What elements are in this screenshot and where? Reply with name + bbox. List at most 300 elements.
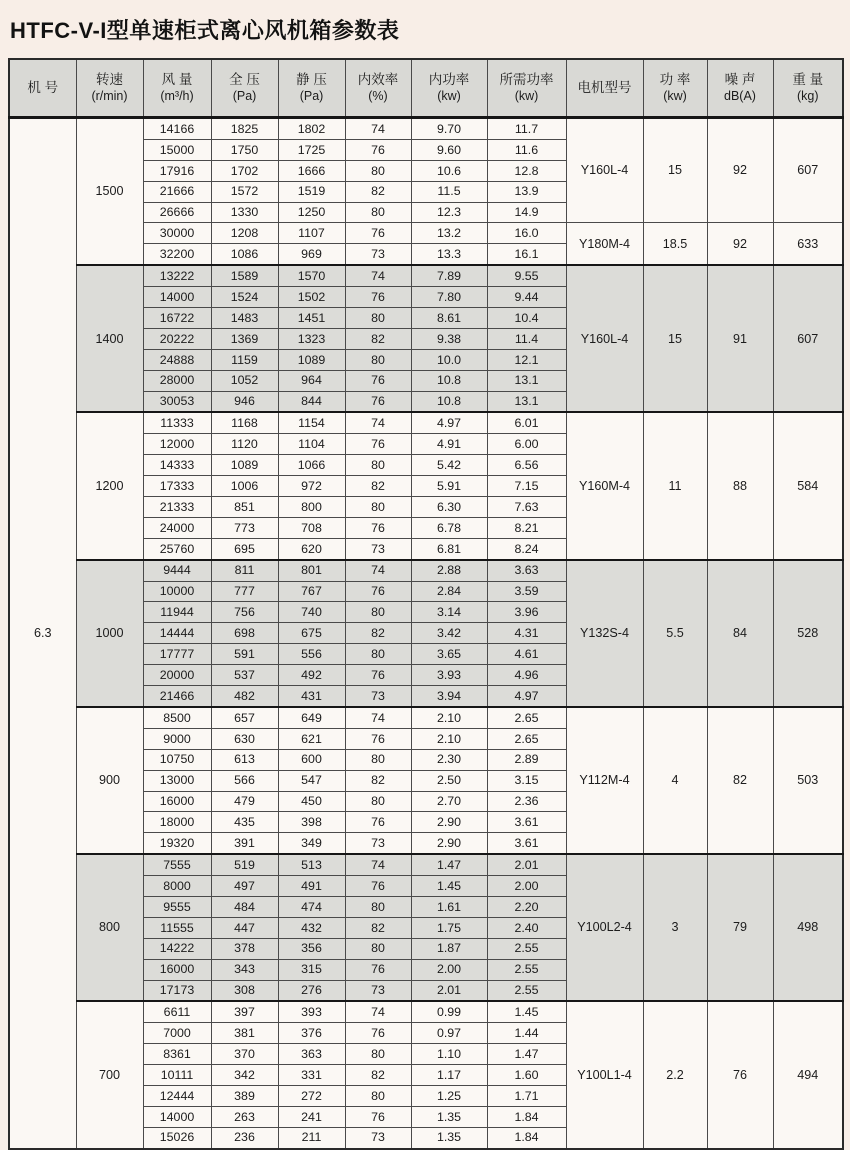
total-pressure-cell: 479	[211, 791, 278, 812]
column-header-unit: (m³/h)	[160, 88, 194, 103]
static-pressure-cell: 801	[278, 560, 345, 581]
column-header-weight	[773, 59, 843, 118]
total-pressure-cell: 1825	[211, 118, 278, 140]
static-pressure-cell: 1066	[278, 455, 345, 476]
internal-efficiency-cell: 82	[345, 623, 411, 644]
air-volume-cell: 28000	[143, 370, 211, 391]
internal-power-cell: 3.93	[411, 665, 487, 686]
internal-efficiency-cell: 82	[345, 181, 411, 202]
total-pressure-cell: 484	[211, 896, 278, 917]
required-power-cell: 11.6	[487, 139, 566, 160]
static-pressure-cell: 1154	[278, 412, 345, 433]
table-row	[9, 265, 843, 286]
column-header-noise	[707, 59, 773, 118]
required-power-cell: 3.96	[487, 602, 566, 623]
air-volume-cell: 12000	[143, 434, 211, 455]
required-power-cell: 12.8	[487, 160, 566, 181]
internal-power-cell: 10.8	[411, 391, 487, 412]
required-power-cell: 1.45	[487, 1001, 566, 1022]
required-power-cell: 3.15	[487, 770, 566, 791]
internal-efficiency-cell: 76	[345, 665, 411, 686]
static-pressure-cell: 675	[278, 623, 345, 644]
required-power-cell: 14.9	[487, 202, 566, 223]
internal-efficiency-cell: 76	[345, 370, 411, 391]
required-power-cell: 1.71	[487, 1085, 566, 1106]
air-volume-cell: 15000	[143, 139, 211, 160]
total-pressure-cell: 343	[211, 959, 278, 980]
motor-weight-cell: 607	[773, 118, 843, 223]
required-power-cell: 16.0	[487, 223, 566, 244]
internal-efficiency-cell: 76	[345, 223, 411, 244]
static-pressure-cell: 649	[278, 707, 345, 728]
internal-efficiency-cell: 76	[345, 1106, 411, 1127]
motor-model-cell: Y100L1-4	[566, 1001, 643, 1148]
table-row	[9, 854, 843, 875]
total-pressure-cell: 537	[211, 665, 278, 686]
required-power-cell: 11.4	[487, 328, 566, 349]
motor-noise-cell: 88	[707, 412, 773, 559]
internal-efficiency-cell: 80	[345, 602, 411, 623]
total-pressure-cell: 447	[211, 917, 278, 938]
static-pressure-cell: 474	[278, 896, 345, 917]
internal-power-cell: 1.17	[411, 1065, 487, 1086]
motor-weight-cell: 498	[773, 854, 843, 1001]
table-row	[9, 560, 843, 581]
static-pressure-cell: 1502	[278, 287, 345, 308]
air-volume-cell: 14000	[143, 287, 211, 308]
total-pressure-cell: 482	[211, 686, 278, 707]
total-pressure-cell: 381	[211, 1023, 278, 1044]
static-pressure-cell: 547	[278, 770, 345, 791]
air-volume-cell: 25760	[143, 538, 211, 559]
column-header-unit: dB(A)	[724, 88, 756, 103]
required-power-cell: 3.61	[487, 833, 566, 854]
table-row	[9, 412, 843, 433]
internal-power-cell: 3.94	[411, 686, 487, 707]
total-pressure-cell: 1524	[211, 287, 278, 308]
internal-power-cell: 2.30	[411, 749, 487, 770]
air-volume-cell: 17333	[143, 476, 211, 497]
column-header-label: 所需功率	[499, 71, 554, 87]
required-power-cell: 2.55	[487, 980, 566, 1001]
required-power-cell: 2.55	[487, 938, 566, 959]
total-pressure-cell: 435	[211, 812, 278, 833]
total-pressure-cell: 695	[211, 538, 278, 559]
static-pressure-cell: 431	[278, 686, 345, 707]
internal-efficiency-cell: 80	[345, 202, 411, 223]
static-pressure-cell: 800	[278, 497, 345, 518]
column-header-internal-efficiency	[345, 59, 411, 118]
column-header-unit: (%)	[368, 88, 388, 103]
static-pressure-cell: 376	[278, 1023, 345, 1044]
internal-efficiency-cell: 82	[345, 917, 411, 938]
required-power-cell: 16.1	[487, 244, 566, 265]
air-volume-cell: 24888	[143, 349, 211, 370]
internal-efficiency-cell: 80	[345, 308, 411, 329]
internal-power-cell: 10.0	[411, 349, 487, 370]
static-pressure-cell: 315	[278, 959, 345, 980]
static-pressure-cell: 969	[278, 244, 345, 265]
motor-power-cell: 5.5	[643, 560, 707, 707]
required-power-cell: 4.96	[487, 665, 566, 686]
internal-power-cell: 6.81	[411, 538, 487, 559]
total-pressure-cell: 1120	[211, 434, 278, 455]
column-header-unit: (kw)	[514, 88, 539, 103]
required-power-cell: 1.84	[487, 1127, 566, 1148]
table-row	[9, 1001, 843, 1022]
total-pressure-cell: 370	[211, 1044, 278, 1065]
required-power-cell: 4.61	[487, 644, 566, 665]
internal-efficiency-cell: 80	[345, 1044, 411, 1065]
air-volume-cell: 17916	[143, 160, 211, 181]
required-power-cell: 12.1	[487, 349, 566, 370]
column-header-machine-no	[9, 59, 76, 118]
air-volume-cell: 21466	[143, 686, 211, 707]
total-pressure-cell: 698	[211, 623, 278, 644]
static-pressure-cell: 1451	[278, 308, 345, 329]
static-pressure-cell: 211	[278, 1127, 345, 1148]
static-pressure-cell: 398	[278, 812, 345, 833]
total-pressure-cell: 397	[211, 1001, 278, 1022]
table-header	[9, 59, 843, 118]
internal-power-cell: 2.50	[411, 770, 487, 791]
static-pressure-cell: 432	[278, 917, 345, 938]
motor-model-cell: Y132S-4	[566, 560, 643, 707]
motor-model-cell: Y112M-4	[566, 707, 643, 854]
air-volume-cell: 26666	[143, 202, 211, 223]
motor-noise-cell: 92	[707, 118, 773, 223]
static-pressure-cell: 972	[278, 476, 345, 497]
motor-weight-cell: 584	[773, 412, 843, 559]
page-title: HTFC-V-I型单速柜式离心风机箱参数表	[10, 18, 400, 43]
motor-power-cell: 15	[643, 265, 707, 412]
internal-power-cell: 2.00	[411, 959, 487, 980]
total-pressure-cell: 630	[211, 728, 278, 749]
internal-efficiency-cell: 76	[345, 1023, 411, 1044]
column-header-unit: (r/min)	[91, 88, 128, 103]
required-power-cell: 8.24	[487, 538, 566, 559]
static-pressure-cell: 1323	[278, 328, 345, 349]
internal-power-cell: 11.5	[411, 181, 487, 202]
motor-noise-cell: 76	[707, 1001, 773, 1148]
total-pressure-cell: 946	[211, 391, 278, 412]
internal-efficiency-cell: 76	[345, 391, 411, 412]
total-pressure-cell: 756	[211, 602, 278, 623]
static-pressure-cell: 740	[278, 602, 345, 623]
internal-efficiency-cell: 74	[345, 265, 411, 286]
static-pressure-cell: 241	[278, 1106, 345, 1127]
table-body	[9, 118, 843, 1149]
required-power-cell: 1.60	[487, 1065, 566, 1086]
air-volume-cell: 30000	[143, 223, 211, 244]
air-volume-cell: 17777	[143, 644, 211, 665]
internal-efficiency-cell: 76	[345, 812, 411, 833]
internal-efficiency-cell: 80	[345, 938, 411, 959]
air-volume-cell: 20000	[143, 665, 211, 686]
total-pressure-cell: 236	[211, 1127, 278, 1148]
air-volume-cell: 16000	[143, 791, 211, 812]
static-pressure-cell: 767	[278, 581, 345, 602]
internal-power-cell: 9.70	[411, 118, 487, 140]
air-volume-cell: 8500	[143, 707, 211, 728]
required-power-cell: 2.36	[487, 791, 566, 812]
internal-efficiency-cell: 73	[345, 1127, 411, 1148]
total-pressure-cell: 1208	[211, 223, 278, 244]
required-power-cell: 3.59	[487, 581, 566, 602]
column-header-label: 转速	[96, 71, 123, 87]
static-pressure-cell: 272	[278, 1085, 345, 1106]
speed-cell: 800	[76, 854, 143, 1001]
air-volume-cell: 7555	[143, 854, 211, 875]
internal-efficiency-cell: 80	[345, 1085, 411, 1106]
required-power-cell: 2.40	[487, 917, 566, 938]
air-volume-cell: 21666	[143, 181, 211, 202]
column-header-label: 内功率	[428, 71, 470, 87]
required-power-cell: 2.65	[487, 728, 566, 749]
column-header-total-pressure	[211, 59, 278, 118]
air-volume-cell: 12444	[143, 1085, 211, 1106]
internal-efficiency-cell: 76	[345, 434, 411, 455]
air-volume-cell: 10000	[143, 581, 211, 602]
required-power-cell: 13.1	[487, 370, 566, 391]
required-power-cell: 2.01	[487, 854, 566, 875]
column-header-power	[643, 59, 707, 118]
internal-efficiency-cell: 80	[345, 749, 411, 770]
air-volume-cell: 15026	[143, 1127, 211, 1148]
required-power-cell: 9.44	[487, 287, 566, 308]
static-pressure-cell: 1725	[278, 139, 345, 160]
air-volume-cell: 8361	[143, 1044, 211, 1065]
static-pressure-cell: 621	[278, 728, 345, 749]
motor-model-cell: Y100L2-4	[566, 854, 643, 1001]
required-power-cell: 1.84	[487, 1106, 566, 1127]
air-volume-cell: 17173	[143, 980, 211, 1001]
internal-efficiency-cell: 73	[345, 980, 411, 1001]
static-pressure-cell: 1089	[278, 349, 345, 370]
air-volume-cell: 9444	[143, 560, 211, 581]
air-volume-cell: 10750	[143, 749, 211, 770]
total-pressure-cell: 566	[211, 770, 278, 791]
required-power-cell: 2.65	[487, 707, 566, 728]
air-volume-cell: 24000	[143, 517, 211, 538]
motor-power-cell: 4	[643, 707, 707, 854]
required-power-cell: 7.15	[487, 476, 566, 497]
required-power-cell: 13.9	[487, 181, 566, 202]
speed-cell: 1400	[76, 265, 143, 412]
required-power-cell: 7.63	[487, 497, 566, 518]
column-header-speed	[76, 59, 143, 118]
internal-efficiency-cell: 82	[345, 770, 411, 791]
motor-noise-cell: 92	[707, 223, 773, 265]
internal-power-cell: 10.8	[411, 370, 487, 391]
column-header-unit: (kw)	[437, 88, 461, 103]
column-header-static-pressure	[278, 59, 345, 118]
internal-efficiency-cell: 76	[345, 728, 411, 749]
internal-efficiency-cell: 76	[345, 139, 411, 160]
internal-efficiency-cell: 76	[345, 959, 411, 980]
column-header-unit: (kw)	[663, 88, 687, 103]
air-volume-cell: 18000	[143, 812, 211, 833]
required-power-cell: 11.7	[487, 118, 566, 140]
internal-power-cell: 13.2	[411, 223, 487, 244]
required-power-cell: 2.55	[487, 959, 566, 980]
column-header-label: 重 量	[792, 71, 824, 87]
total-pressure-cell: 773	[211, 517, 278, 538]
internal-efficiency-cell: 73	[345, 686, 411, 707]
internal-efficiency-cell: 80	[345, 455, 411, 476]
internal-efficiency-cell: 80	[345, 349, 411, 370]
static-pressure-cell: 1104	[278, 434, 345, 455]
internal-power-cell: 7.80	[411, 287, 487, 308]
air-volume-cell: 32200	[143, 244, 211, 265]
required-power-cell: 8.21	[487, 517, 566, 538]
motor-power-cell: 15	[643, 118, 707, 223]
required-power-cell: 13.1	[487, 391, 566, 412]
required-power-cell: 9.55	[487, 265, 566, 286]
internal-power-cell: 4.91	[411, 434, 487, 455]
air-volume-cell: 9555	[143, 896, 211, 917]
internal-efficiency-cell: 80	[345, 160, 411, 181]
internal-power-cell: 6.78	[411, 517, 487, 538]
static-pressure-cell: 356	[278, 938, 345, 959]
column-header-label: 机 号	[27, 79, 59, 95]
required-power-cell: 1.47	[487, 1044, 566, 1065]
required-power-cell: 1.44	[487, 1023, 566, 1044]
table-row	[9, 707, 843, 728]
required-power-cell: 2.20	[487, 896, 566, 917]
motor-power-cell: 2.2	[643, 1001, 707, 1148]
internal-power-cell: 8.61	[411, 308, 487, 329]
internal-power-cell: 2.90	[411, 833, 487, 854]
motor-weight-cell: 494	[773, 1001, 843, 1148]
column-header-air-volume	[143, 59, 211, 118]
internal-efficiency-cell: 74	[345, 412, 411, 433]
static-pressure-cell: 513	[278, 854, 345, 875]
column-header-label: 功 率	[659, 71, 691, 87]
total-pressure-cell: 342	[211, 1065, 278, 1086]
air-volume-cell: 14000	[143, 1106, 211, 1127]
static-pressure-cell: 450	[278, 791, 345, 812]
motor-noise-cell: 79	[707, 854, 773, 1001]
static-pressure-cell: 363	[278, 1044, 345, 1065]
speed-cell: 900	[76, 707, 143, 854]
internal-power-cell: 2.01	[411, 980, 487, 1001]
internal-power-cell: 9.60	[411, 139, 487, 160]
air-volume-cell: 20222	[143, 328, 211, 349]
internal-efficiency-cell: 73	[345, 833, 411, 854]
air-volume-cell: 8000	[143, 876, 211, 897]
required-power-cell: 4.97	[487, 686, 566, 707]
internal-power-cell: 5.42	[411, 455, 487, 476]
motor-noise-cell: 84	[707, 560, 773, 707]
speed-cell: 700	[76, 1001, 143, 1148]
internal-power-cell: 1.47	[411, 854, 487, 875]
column-header-unit: (Pa)	[299, 88, 324, 103]
total-pressure-cell: 851	[211, 497, 278, 518]
static-pressure-cell: 1570	[278, 265, 345, 286]
internal-efficiency-cell: 76	[345, 581, 411, 602]
internal-power-cell: 10.6	[411, 160, 487, 181]
internal-power-cell: 2.90	[411, 812, 487, 833]
static-pressure-cell: 600	[278, 749, 345, 770]
internal-power-cell: 2.70	[411, 791, 487, 812]
internal-power-cell: 0.97	[411, 1023, 487, 1044]
total-pressure-cell: 591	[211, 644, 278, 665]
required-power-cell: 2.00	[487, 876, 566, 897]
speed-cell: 1200	[76, 412, 143, 559]
total-pressure-cell: 1750	[211, 139, 278, 160]
internal-efficiency-cell: 82	[345, 476, 411, 497]
total-pressure-cell: 308	[211, 980, 278, 1001]
column-header-motor-model	[566, 59, 643, 118]
internal-power-cell: 3.14	[411, 602, 487, 623]
fan-parameter-table	[8, 58, 844, 1150]
internal-efficiency-cell: 74	[345, 707, 411, 728]
internal-power-cell: 0.99	[411, 1001, 487, 1022]
internal-efficiency-cell: 76	[345, 287, 411, 308]
static-pressure-cell: 844	[278, 391, 345, 412]
required-power-cell: 6.00	[487, 434, 566, 455]
internal-efficiency-cell: 76	[345, 517, 411, 538]
air-volume-cell: 14166	[143, 118, 211, 140]
air-volume-cell: 11555	[143, 917, 211, 938]
air-volume-cell: 30053	[143, 391, 211, 412]
static-pressure-cell: 349	[278, 833, 345, 854]
total-pressure-cell: 777	[211, 581, 278, 602]
internal-efficiency-cell: 74	[345, 1001, 411, 1022]
motor-model-cell: Y160L-4	[566, 265, 643, 412]
motor-model-cell: Y160M-4	[566, 412, 643, 559]
motor-power-cell: 11	[643, 412, 707, 559]
internal-power-cell: 2.10	[411, 728, 487, 749]
internal-efficiency-cell: 80	[345, 791, 411, 812]
required-power-cell: 3.61	[487, 812, 566, 833]
static-pressure-cell: 1666	[278, 160, 345, 181]
internal-power-cell: 1.45	[411, 876, 487, 897]
total-pressure-cell: 391	[211, 833, 278, 854]
air-volume-cell: 6611	[143, 1001, 211, 1022]
internal-efficiency-cell: 74	[345, 118, 411, 140]
internal-efficiency-cell: 73	[345, 244, 411, 265]
static-pressure-cell: 393	[278, 1001, 345, 1022]
static-pressure-cell: 492	[278, 665, 345, 686]
column-header-required-power	[487, 59, 566, 118]
motor-weight-cell: 607	[773, 265, 843, 412]
total-pressure-cell: 1330	[211, 202, 278, 223]
internal-power-cell: 5.91	[411, 476, 487, 497]
static-pressure-cell: 276	[278, 980, 345, 1001]
total-pressure-cell: 378	[211, 938, 278, 959]
column-header-label: 风 量	[161, 71, 193, 87]
motor-model-cell: Y180M-4	[566, 223, 643, 265]
column-header-label: 噪 声	[724, 71, 756, 87]
air-volume-cell: 14222	[143, 938, 211, 959]
table-row	[9, 118, 843, 140]
static-pressure-cell: 491	[278, 876, 345, 897]
air-volume-cell: 11333	[143, 412, 211, 433]
static-pressure-cell: 1250	[278, 202, 345, 223]
motor-weight-cell: 503	[773, 707, 843, 854]
static-pressure-cell: 964	[278, 370, 345, 391]
column-header-internal-power	[411, 59, 487, 118]
internal-power-cell: 2.84	[411, 581, 487, 602]
internal-power-cell: 7.89	[411, 265, 487, 286]
internal-efficiency-cell: 82	[345, 1065, 411, 1086]
required-power-cell: 4.31	[487, 623, 566, 644]
motor-power-cell: 18.5	[643, 223, 707, 265]
air-volume-cell: 16000	[143, 959, 211, 980]
required-power-cell: 6.01	[487, 412, 566, 433]
